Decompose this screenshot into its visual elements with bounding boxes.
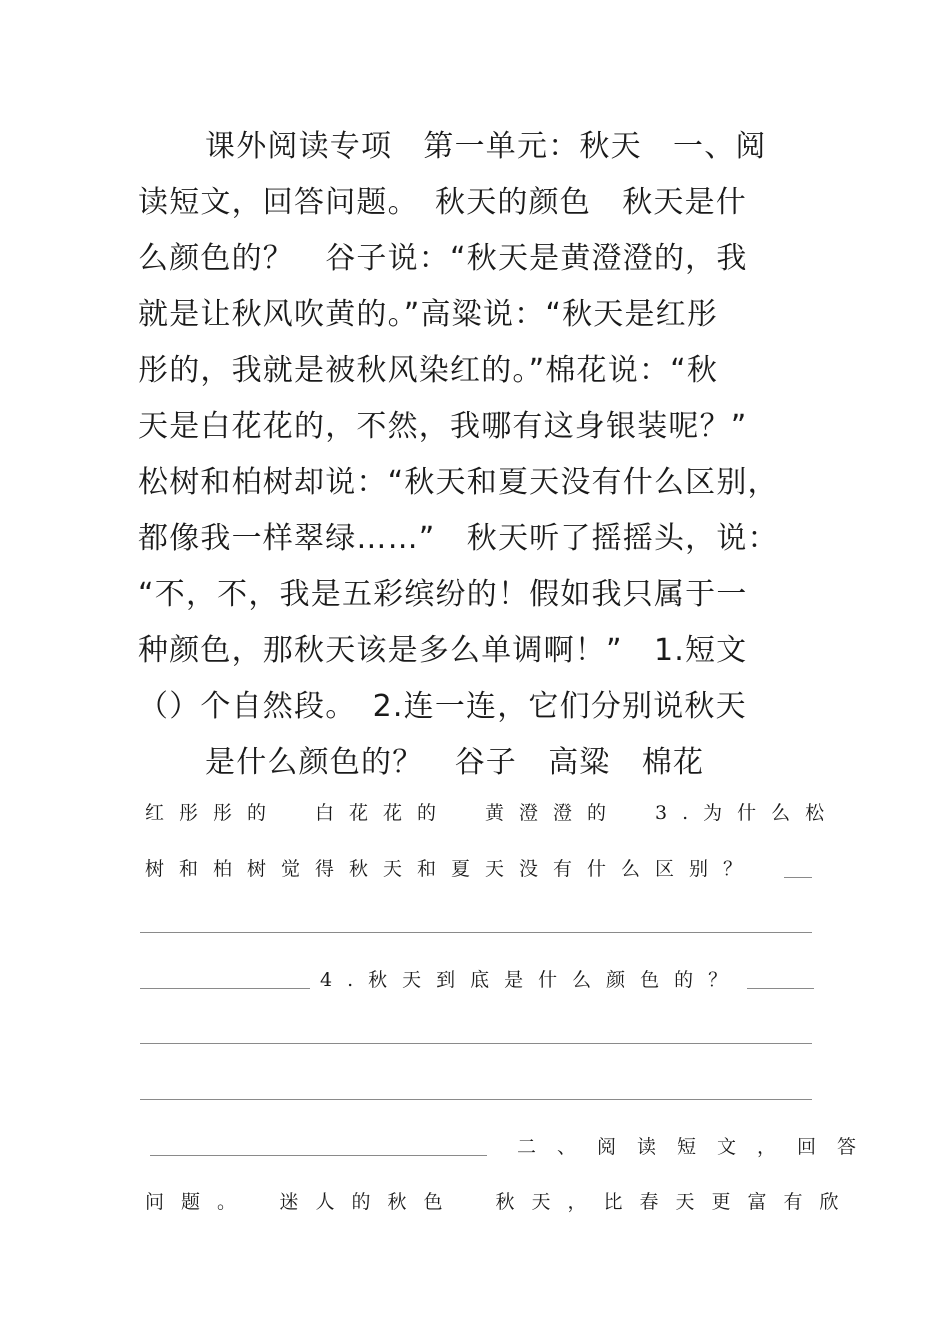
answer-line-q4-start xyxy=(747,988,814,989)
text-line-12: 是什么颜色的？ 谷子 高粱 棉花 xyxy=(205,745,705,780)
answer-line-q3 xyxy=(140,932,812,933)
answer-line-q4-end xyxy=(150,1155,487,1156)
text-line-6: 天是白花花的，不然，我哪有这身银装呢？” xyxy=(138,409,748,444)
text-line-10: 种颜色，那秋天该是多么单调啊！” 1.短文 xyxy=(138,633,748,668)
text-line-1: 课外阅读专项 第一单元：秋天 一、阅 xyxy=(205,129,767,164)
answer-line-q3-end xyxy=(140,988,310,989)
text-line-3: 么颜色的？ 谷子说：“秋天是黄澄澄的，我 xyxy=(138,241,748,276)
answer-line-q3-start xyxy=(784,877,812,878)
text-line-11: （）个自然段。 2.连一连，它们分别说秋天 xyxy=(138,689,747,724)
text-line-7: 松树和柏树却说：“秋天和夏天没有什么区别， xyxy=(138,465,779,500)
answer-line-q4-2 xyxy=(140,1099,812,1100)
text-line-9: “不，不，我是五彩缤纷的！假如我只属于一 xyxy=(138,577,748,612)
colors-row: 红彤彤的 白花花的 黄澄澄的 3.为什么松 xyxy=(145,802,840,824)
section-2-heading: 二、阅读短文，回答 xyxy=(517,1136,878,1158)
answer-line-q4 xyxy=(140,1043,812,1044)
text-line-4: 就是让秋风吹黄的。”高粱说：“秋天是红彤 xyxy=(138,297,719,332)
question-3-line: 树和柏树觉得秋天和夏天没有什么区别？ xyxy=(145,858,758,880)
text-line-5: 彤的，我就是被秋风染红的。”棉花说：“秋 xyxy=(138,353,719,388)
passage-2-line: 问题。 迷人的秋色 秋天，比春天更富有欣 xyxy=(145,1191,856,1213)
question-4-line: 4.秋天到底是什么颜色的？ xyxy=(320,969,743,991)
text-line-8: 都像我一样翠绿……” 秋天听了摇摇头，说： xyxy=(138,521,779,556)
text-line-2: 读短文，回答问题。 秋天的颜色 秋天是什 xyxy=(138,185,747,220)
